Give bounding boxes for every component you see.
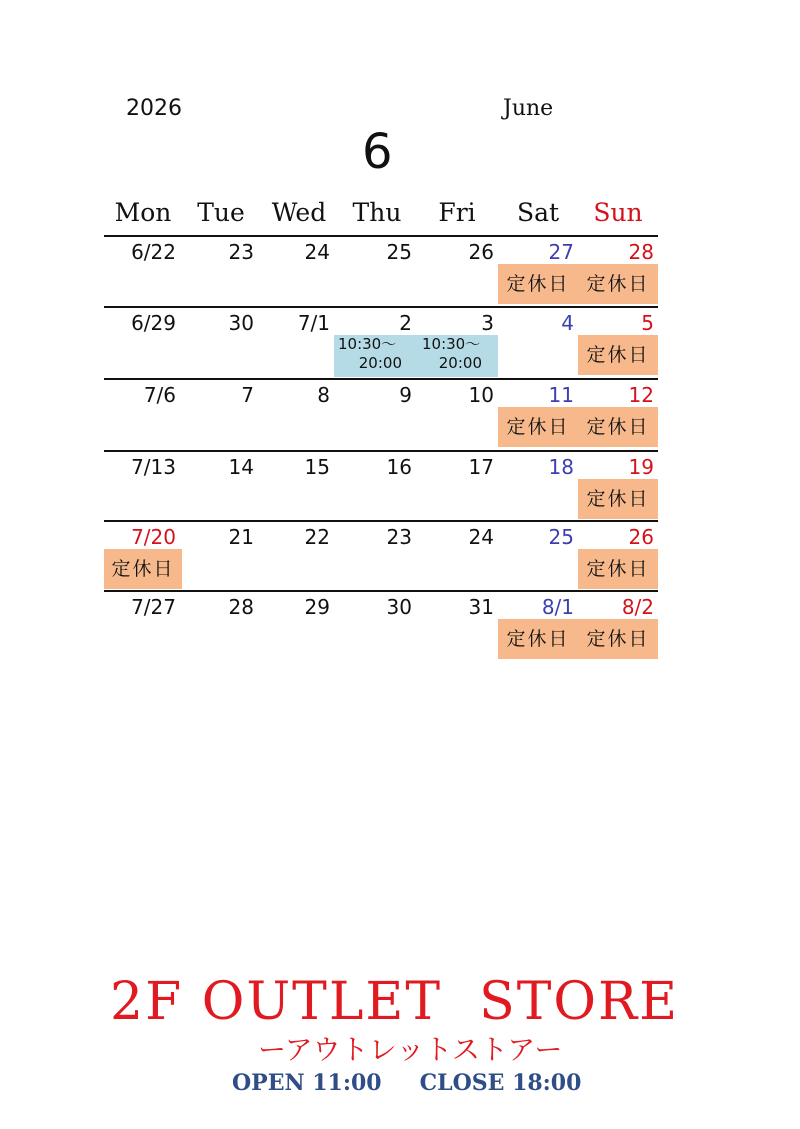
business-hours [232,1070,581,1096]
day-cell: 15 [304,455,330,479]
day-cell: 26 [468,240,494,264]
day-cell: 26 [628,525,654,549]
day-cell: 12 [628,383,654,407]
day-cell: 3 [481,311,494,335]
day-cell: 28 [228,595,254,619]
open-time: OPEN 11:00 [232,1070,382,1096]
store-name-kana: ーアウトレットストアー [258,1033,563,1066]
day-cell: 4 [561,311,574,335]
day-cell: 25 [386,240,412,264]
day-cell: 16 [386,455,412,479]
day-cell: 7/1 [297,311,330,335]
weekday-fri: Fri [438,198,476,227]
day-cell: 24 [304,240,330,264]
special-hours-fri [418,335,498,377]
weekday-tue: Tue [197,198,245,227]
week-row [104,591,658,661]
closed-badge: 定休日 [578,479,658,519]
day-cell: 23 [386,525,412,549]
closed-badge: 定休日 [578,335,658,375]
store-name: 2F OUTLET STORE [110,972,680,1032]
calendar-grid [104,198,658,668]
day-cell: 2 [399,311,412,335]
day-cell: 21 [228,525,254,549]
closed-badge: 定休日 [578,407,658,447]
day-cell: 31 [468,595,494,619]
weekday-mon: Mon [114,198,172,227]
day-cell: 7/27 [131,595,176,619]
day-cell: 7/20 [131,525,176,549]
day-cell: 25 [548,525,574,549]
weekday-thu: Thu [352,198,402,227]
day-cell: 6/29 [131,311,176,335]
closed-badge: 定休日 [498,407,578,447]
close-time: CLOSE 18:00 [419,1070,582,1096]
day-cell: 8/1 [541,595,574,619]
day-cell: 23 [228,240,254,264]
week-row [104,521,658,591]
day-cell: 7 [241,383,254,407]
month-name: June [503,96,554,121]
day-cell: 28 [628,240,654,264]
day-cell: 8 [317,383,330,407]
special-hours-open: 10:30～ [338,335,397,353]
day-cell: 7/6 [143,383,176,407]
day-cell: 6/22 [131,240,176,264]
week-row [104,236,658,306]
day-cell: 29 [304,595,330,619]
day-cell: 30 [228,311,254,335]
special-hours-open: 10:30～ [422,335,481,353]
week-row [104,379,658,449]
closed-badge: 定休日 [498,264,578,304]
year-label: 2026 [126,96,182,121]
day-cell: 8/2 [621,595,654,619]
week-row [104,307,658,377]
weekday-wed: Wed [271,198,327,227]
special-hours-close: 20:00 [438,354,482,372]
closed-badge: 定休日 [104,549,182,589]
week-row [104,451,658,521]
day-cell: 30 [386,595,412,619]
day-cell: 10 [468,383,494,407]
day-cell: 14 [228,455,254,479]
day-cell: 19 [628,455,654,479]
weekday-sun: Sun [593,198,643,227]
special-hours-close: 20:00 [358,354,402,372]
month-number: 6 [362,124,393,180]
special-hours-thu [334,335,418,377]
day-cell: 11 [548,383,574,407]
day-cell: 27 [548,240,574,264]
closed-badge: 定休日 [498,619,578,659]
day-cell: 5 [641,311,654,335]
day-cell: 7/13 [131,455,176,479]
day-cell: 22 [304,525,330,549]
day-cell: 9 [399,383,412,407]
closed-badge: 定休日 [578,619,658,659]
closed-badge: 定休日 [578,264,658,304]
day-cell: 18 [548,455,574,479]
weekday-sat: Sat [516,198,560,227]
day-cell: 24 [468,525,494,549]
closed-badge: 定休日 [578,549,658,589]
day-cell: 17 [468,455,494,479]
